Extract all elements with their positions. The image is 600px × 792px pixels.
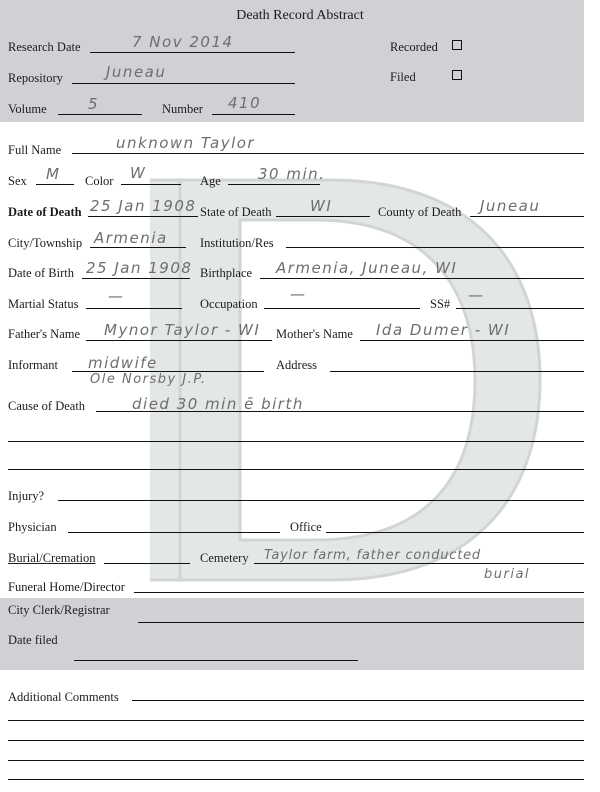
full-name-line bbox=[72, 153, 584, 154]
physician-line bbox=[68, 532, 280, 533]
repository-line bbox=[72, 83, 295, 84]
mothers-name-label: Mother's Name bbox=[276, 327, 353, 341]
injury-line bbox=[58, 500, 584, 501]
recorded-checkbox[interactable] bbox=[452, 40, 462, 50]
ssn-value[interactable]: — bbox=[468, 286, 485, 304]
filed-checkbox[interactable] bbox=[452, 70, 462, 80]
martial-status-value[interactable]: — bbox=[108, 287, 125, 305]
repository-label: Repository bbox=[8, 71, 63, 85]
additional-comments-line bbox=[132, 700, 584, 701]
burial-cremation-line bbox=[104, 563, 190, 564]
fathers-name-line bbox=[86, 340, 272, 341]
ssn-label: SS# bbox=[430, 297, 451, 311]
office-label: Office bbox=[290, 520, 322, 534]
birthplace-value[interactable]: Armenia, Juneau, WI bbox=[276, 259, 458, 277]
city-clerk-label: City Clerk/Registrar bbox=[8, 603, 110, 617]
physician-label: Physician bbox=[8, 520, 57, 534]
additional-comments-line-5 bbox=[8, 779, 584, 780]
mothers-name-value[interactable]: Ida Dumer - WI bbox=[376, 321, 511, 339]
cemetery-value[interactable]: Taylor farm, father conducted bbox=[264, 548, 481, 563]
city-clerk-line bbox=[138, 622, 584, 623]
address-line bbox=[330, 371, 584, 372]
funeral-home-label: Funeral Home/Director bbox=[8, 580, 125, 594]
date-of-death-label: Date of Death bbox=[8, 205, 82, 219]
number-label: Number bbox=[162, 102, 203, 116]
form-title: Death Record Abstract bbox=[236, 8, 364, 23]
city-township-value[interactable]: Armenia bbox=[94, 229, 168, 247]
cemetery-value-line2[interactable]: burial bbox=[484, 567, 531, 582]
fathers-name-value[interactable]: Mynor Taylor - WI bbox=[104, 321, 261, 339]
additional-comments-line-3 bbox=[8, 740, 584, 741]
volume-line bbox=[58, 114, 142, 115]
informant-value-line2[interactable]: Ole Norsby J.P. bbox=[90, 372, 207, 387]
color-value[interactable]: W bbox=[130, 164, 147, 182]
date-of-death-value[interactable]: 25 Jan 1908 bbox=[90, 197, 197, 215]
volume-label: Volume bbox=[8, 102, 47, 116]
date-of-birth-label: Date of Birth bbox=[8, 266, 74, 280]
additional-comments-line-4 bbox=[8, 760, 584, 761]
informant-value[interactable]: midwife bbox=[88, 354, 158, 372]
date-of-birth-line bbox=[82, 278, 190, 279]
additional-comments-line-2 bbox=[8, 720, 584, 721]
burial-cremation-label: Burial/Cremation bbox=[8, 551, 96, 565]
sex-label: Sex bbox=[8, 174, 27, 188]
birthplace-line bbox=[260, 278, 584, 279]
occupation-value[interactable]: — bbox=[290, 285, 307, 303]
city-township-label: City/Township bbox=[8, 236, 83, 250]
fathers-name-label: Father's Name bbox=[8, 327, 81, 341]
research-date-label: Research Date bbox=[8, 40, 81, 54]
date-of-death-line bbox=[88, 216, 198, 217]
occupation-label: Occupation bbox=[200, 297, 258, 311]
number-line bbox=[212, 114, 295, 115]
age-line bbox=[228, 184, 320, 185]
age-value[interactable]: 30 min. bbox=[258, 165, 326, 183]
state-of-death-line bbox=[276, 216, 370, 217]
cause-of-death-line-2 bbox=[8, 441, 584, 442]
recorded-label: Recorded bbox=[390, 40, 438, 54]
sex-value[interactable]: M bbox=[46, 165, 61, 183]
injury-label: Injury? bbox=[8, 489, 45, 503]
research-date-line bbox=[90, 52, 295, 53]
office-line bbox=[326, 532, 584, 533]
full-name-label: Full Name bbox=[8, 143, 62, 157]
occupation-line bbox=[264, 308, 420, 309]
city-township-line bbox=[90, 247, 186, 248]
martial-status-line bbox=[86, 308, 182, 309]
institution-line bbox=[286, 247, 584, 248]
color-line bbox=[121, 184, 181, 185]
institution-label: Institution/Res bbox=[200, 236, 274, 250]
additional-comments-label: Additional Comments bbox=[8, 690, 119, 704]
county-of-death-value[interactable]: Juneau bbox=[480, 197, 541, 215]
state-of-death-label: State of Death bbox=[200, 205, 272, 219]
address-label: Address bbox=[276, 358, 317, 372]
cemetery-label: Cemetery bbox=[200, 551, 249, 565]
mothers-name-line bbox=[360, 340, 584, 341]
number-value[interactable]: 410 bbox=[228, 94, 262, 112]
county-of-death-line bbox=[470, 216, 584, 217]
date-filed-label: Date filed bbox=[8, 633, 58, 647]
cause-of-death-value[interactable]: died 30 min ē birth bbox=[132, 395, 304, 413]
research-date-value[interactable]: 7 Nov 2014 bbox=[132, 33, 234, 51]
color-label: Color bbox=[85, 174, 114, 188]
volume-value[interactable]: 5 bbox=[88, 95, 100, 113]
funeral-home-line bbox=[134, 592, 584, 593]
ssn-line bbox=[456, 308, 584, 309]
full-name-value[interactable]: unknown Taylor bbox=[116, 134, 256, 152]
sex-line bbox=[36, 184, 74, 185]
birthplace-label: Birthplace bbox=[200, 266, 253, 280]
martial-status-label: Martial Status bbox=[8, 297, 79, 311]
informant-label: Informant bbox=[8, 358, 58, 372]
repository-value[interactable]: Juneau bbox=[106, 63, 167, 81]
date-filed-line bbox=[74, 660, 358, 661]
cause-of-death-line-3 bbox=[8, 469, 584, 470]
date-of-birth-value[interactable]: 25 Jan 1908 bbox=[86, 259, 193, 277]
county-of-death-label: County of Death bbox=[378, 205, 462, 219]
filed-label: Filed bbox=[390, 70, 416, 84]
cause-of-death-label: Cause of Death bbox=[8, 399, 86, 413]
age-label: Age bbox=[200, 174, 221, 188]
state-of-death-value[interactable]: WI bbox=[310, 197, 333, 215]
